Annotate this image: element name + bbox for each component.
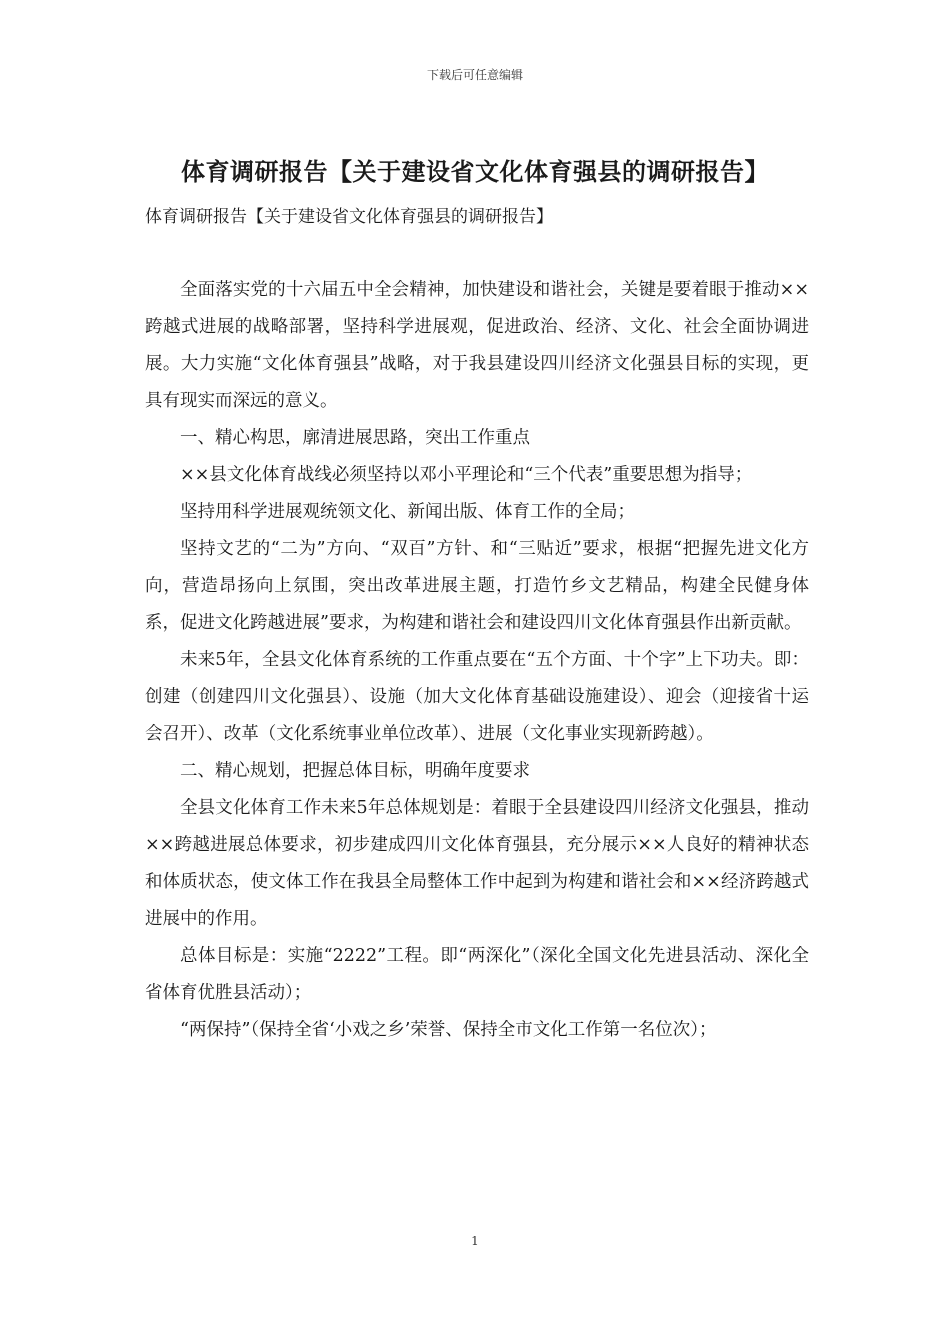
paragraph: 总体目标是：实施“2222”工程。即“两深化”（深化全国文化先进县活动、深化全省体育优胜县活动）； — [145, 946, 809, 1003]
section-heading-2: 二、精心规划，把握总体目标，明确年度要求 — [180, 761, 530, 781]
paragraph: “两保持”（保持全省‘小戏之乡’荣誉、保持全市文化工作第一名位次）； — [180, 1020, 717, 1040]
page-header-note: 下载后可任意编辑 — [426, 68, 523, 82]
section-heading-1: 一、精心构思，廓清进展思路，突出工作重点 — [180, 428, 530, 448]
page-number: 1 — [471, 1234, 479, 1248]
paragraph: 未来5年，全县文化体育系统的工作重点要在“五个方面、十个字”上下功夫。即：创建（创建四川文化强县）、设施（加大文化体育基础设施建设）、迎会（迎接省十运会召开）、改革（文化系统事业单位改革）、进展（文化事业实现新跨越）。 — [145, 650, 809, 744]
document-body — [145, 272, 809, 1049]
document-subtitle: 体育调研报告【关于建设省文化体育强县的调研报告】 — [145, 207, 553, 227]
paragraph: ××县文化体育战线必须坚持以邓小平理论和“三个代表”重要思想为指导； — [180, 465, 753, 485]
paragraph: 坚持文艺的“二为”方向、“双百”方针、和“三贴近”要求，根据“把握先进文化方向，营造昂扬向上氛围，突出改革进展主题，打造竹乡文艺精品，构建全民健身体系，促进文化跨越进展”要求，为构建和谐社会和建设四川文化体育强县作出新贡献。 — [145, 539, 809, 633]
paragraph: 全县文化体育工作未来5年总体规划是：着眼于全县建设四川经济文化强县，推动××跨越进展总体要求，初步建成四川文化体育强县，充分展示××人良好的精神状态和体质状态，使文体工作在我县全局整体工作中起到为构建和谐社会和××经济跨越式进展中的作用。 — [145, 798, 809, 929]
paragraph-intro: 全面落实党的十六届五中全会精神，加快建设和谐社会，关键是要着眼于推动××跨越式进展的战略部署，坚持科学进展观，促进政治、经济、文化、社会全面协调进展。大力实施“文化体育强县”战略，对于我县建设四川经济文化强县目标的实现，更具有现实而深远的意义。 — [145, 280, 809, 411]
document-title: 体育调研报告【关于建设省文化体育强县的调研报告】 — [181, 157, 769, 186]
paragraph: 坚持用科学进展观统领文化、新闻出版、体育工作的全局； — [180, 502, 635, 522]
